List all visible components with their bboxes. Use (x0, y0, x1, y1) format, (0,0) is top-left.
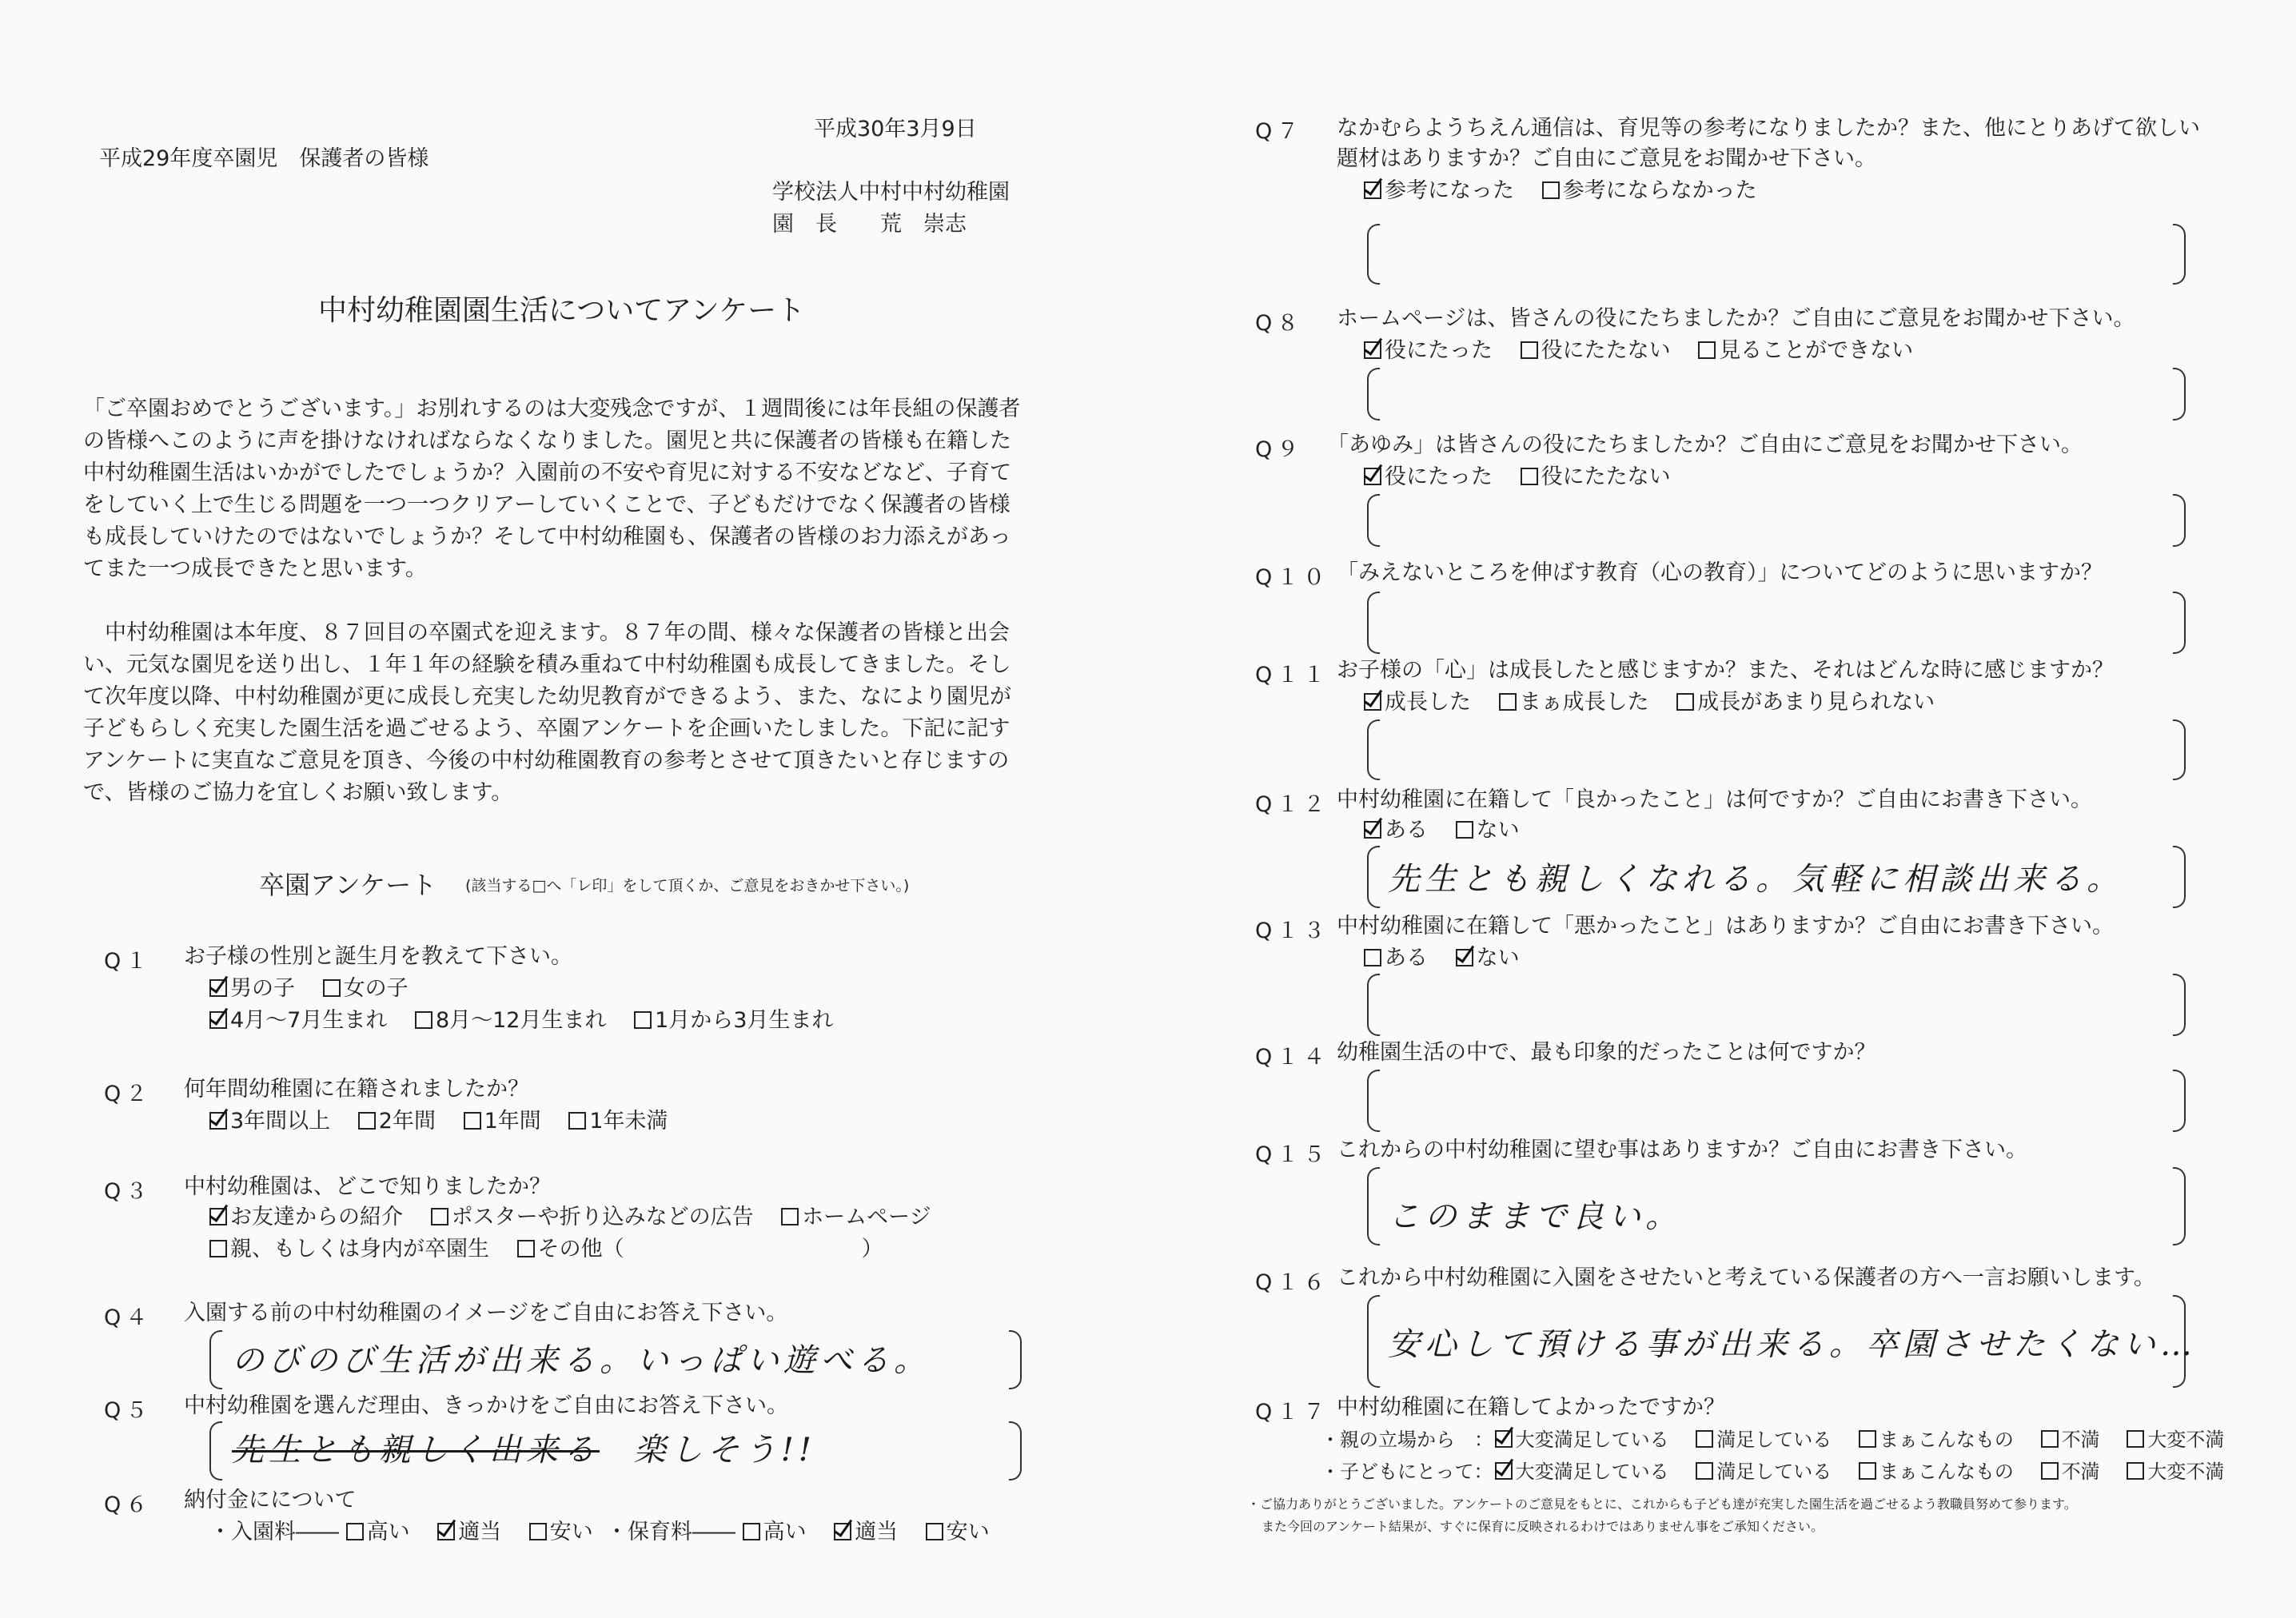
q17-parent-very-unsatisfied[interactable]: 大変不満 (2127, 1429, 2224, 1451)
q17-row-child (1321, 1460, 2245, 1484)
q6-entrance-fair[interactable]: 適当 (437, 1520, 501, 1544)
q1-text: お子様の性別と誕生月を教えて下さい。 (184, 944, 572, 969)
q13-option-no[interactable]: ない (1456, 946, 1520, 970)
q13-bracket-right (2173, 974, 2186, 1036)
q8-option-not-useful[interactable]: 役にたたない (1521, 338, 1671, 363)
footer-notice: また今回のアンケート結果が、すぐに保育に反映されるわけではありません事をご承知ください。 (1262, 1519, 1824, 1534)
checkbox-icon (323, 979, 341, 997)
checkbox-icon (2041, 1462, 2059, 1480)
q15-bracket-right (2173, 1167, 2186, 1245)
q8-number: Q８ (1255, 311, 1304, 336)
checkbox-checked-icon (1456, 949, 1473, 966)
q7-bracket-right (2173, 224, 2186, 285)
q2-number: Q２ (104, 1082, 153, 1106)
checkbox-checked-icon (1495, 1462, 1513, 1480)
checkbox-checked-icon (1364, 341, 1381, 359)
q5-bracket-left (209, 1421, 222, 1481)
q6-text: 納付金にについて (184, 1488, 357, 1512)
q1-number: Q１ (104, 949, 153, 974)
q5-bracket-right (1009, 1421, 1022, 1481)
q13-number: Q１３ (1255, 919, 1330, 943)
q8-option-cannot-view[interactable]: 見ることができない (1698, 338, 1913, 363)
q12-option-no[interactable]: ない (1456, 818, 1520, 843)
q6-entrance-label: ・入園料―― (209, 1520, 339, 1544)
checkbox-icon (1499, 693, 1517, 711)
q11-text: お子様の「心」は成長したと感じますか？また、それはどんな時に感じますか？ (1337, 658, 2114, 683)
q3-options-b (209, 1236, 904, 1263)
q2-option-1y[interactable]: 1年間 (464, 1109, 541, 1134)
q15-text: これからの中村幼稚園に望む事はありますか？ご自由にお書き下さい。 (1337, 1138, 2027, 1162)
q6-tuition-fair[interactable]: 適当 (834, 1520, 898, 1544)
q3-option-poster[interactable]: ポスターや折り込みなどの広告 (431, 1205, 754, 1229)
q17-parent-very-satisfied[interactable]: 大変満足している (1495, 1429, 1669, 1451)
q13-options (1364, 945, 1541, 972)
q11-number: Q１１ (1255, 663, 1330, 687)
q14-bracket-right (2173, 1070, 2186, 1132)
checkbox-checked-icon (1364, 693, 1381, 711)
checkbox-icon (464, 1112, 481, 1130)
q14-bracket-left (1367, 1070, 1380, 1132)
q12-number: Q１２ (1255, 792, 1330, 817)
q6-tuition-label: ・保育料―― (606, 1520, 735, 1544)
q1-option-aug-dec[interactable]: 8月～12月生まれ (415, 1008, 607, 1033)
q3-text: 中村幼稚園は、どこで知りましたか？ (184, 1174, 551, 1199)
checkbox-icon (529, 1523, 547, 1540)
q3-option-other[interactable]: その他（ ） (517, 1237, 883, 1261)
q14-number: Q１４ (1255, 1045, 1330, 1070)
q17-text: 中村幼稚園に在籍してよかったですか？ (1337, 1395, 1725, 1420)
q3-option-friend[interactable]: お友達からの紹介 (209, 1205, 403, 1229)
checkbox-icon (2127, 1462, 2144, 1480)
checkbox-icon (743, 1523, 760, 1540)
checkbox-icon (1542, 181, 1560, 199)
q9-option-not-useful[interactable]: 役にたたない (1521, 464, 1671, 489)
q15-bracket-left (1367, 1167, 1380, 1245)
checkbox-icon (1364, 949, 1381, 966)
q4-answer[interactable]: のびのび生活が出来る。いっぱい遊べる。 (232, 1342, 931, 1379)
q1-option-jan-mar[interactable]: 1月から3月生まれ (634, 1008, 833, 1033)
q12-text: 中村幼稚園に在籍して「良かったこと」は何ですか？ご自由にお書き下さい。 (1337, 787, 2092, 812)
q7-options (1364, 177, 1778, 205)
checkbox-icon (1521, 341, 1538, 359)
q10-bracket-right (2173, 592, 2186, 654)
checkbox-icon (346, 1523, 364, 1540)
q1-option-girl[interactable]: 女の子 (323, 976, 409, 1001)
q8-option-useful[interactable]: 役にたった (1364, 338, 1493, 363)
q11-bracket-left (1367, 719, 1380, 780)
q13-text: 中村幼稚園に在籍して「悪かったこと」はありますか？ご自由にお書き下さい。 (1337, 914, 2114, 939)
q6-tuition-fee (606, 1519, 1010, 1546)
checkbox-icon (568, 1112, 586, 1130)
q8-text: ホームページは、皆さんの役にたちましたか？ご自由にご意見をお聞かせ下さい。 (1337, 306, 2135, 331)
checkbox-icon (1521, 468, 1538, 485)
q12-options (1364, 817, 1541, 844)
q11-option-somewhat[interactable]: まぁ成長した (1499, 690, 1649, 715)
footer-thanks: ・ご協力ありがとうございました。アンケートのご意見をもとに、これからも子ども達が充実した園生活を過ごせるよう教職員努めて参ります。 (1247, 1496, 2077, 1512)
q12-bracket-right (2173, 846, 2186, 908)
q16-bracket-left (1367, 1295, 1380, 1388)
checkbox-icon (431, 1208, 448, 1225)
q8-bracket-right (2173, 368, 2186, 420)
q4-bracket-left (209, 1330, 222, 1389)
checkbox-icon (926, 1523, 943, 1540)
checkbox-icon (415, 1011, 432, 1029)
q1-options-gender (209, 975, 429, 1002)
checkbox-icon (1859, 1462, 1876, 1480)
q7-option-not-useful[interactable]: 参考にならなかった (1542, 178, 1757, 203)
q11-option-little[interactable]: 成長があまり見られない (1676, 690, 1935, 715)
checkbox-icon (358, 1112, 376, 1130)
q4-text: 入園する前の中村幼稚園のイメージをご自由にお答え下さい。 (184, 1301, 788, 1325)
q8-bracket-left (1367, 368, 1380, 420)
checkbox-checked-icon (1364, 181, 1381, 199)
checkbox-checked-icon (1495, 1430, 1513, 1448)
q6-entrance-low[interactable]: 安い (529, 1520, 593, 1544)
q17-parent-unsatisfied[interactable]: 不満 (2041, 1429, 2100, 1451)
q6-tuition-low[interactable]: 安い (926, 1520, 990, 1544)
checkbox-icon (209, 1240, 227, 1257)
q12-answer[interactable]: 先生とも親しくなれる。気軽に相談出来る。 (1388, 861, 2123, 898)
q6-entrance-fee (209, 1519, 614, 1546)
q2-text: 何年間幼稚園に在籍されましたか？ (184, 1077, 529, 1102)
checkbox-checked-icon (209, 1112, 227, 1130)
q1-option-boy[interactable]: 男の子 (209, 976, 295, 1001)
q6-entrance-high[interactable]: 高い (346, 1520, 410, 1544)
q13-bracket-left (1367, 974, 1380, 1036)
checkbox-icon (634, 1011, 652, 1029)
q9-option-useful[interactable]: 役にたった (1364, 464, 1493, 489)
q16-text: これから中村幼稚園に入園をさせたいと考えている保護者の方へ一言お願いします。 (1337, 1265, 2155, 1290)
q1-option-apr-jul[interactable]: 4月～7月生まれ (209, 1008, 387, 1033)
q16-answer[interactable]: 安心して預ける事が出来る。卒園させたくない… (1388, 1326, 2197, 1363)
checkbox-checked-icon (1364, 821, 1381, 839)
q5-answer-text: 楽しそう!! (633, 1432, 816, 1469)
q2-options (209, 1108, 689, 1135)
checkbox-checked-icon (209, 1011, 227, 1029)
q11-options (1364, 689, 1955, 716)
q3-option-alumni[interactable]: 親、もしくは身内が卒園生 (209, 1237, 489, 1261)
q10-text: 「みえないところを伸ばす教育（心の教育）」についてどのように思いますか？ (1337, 560, 2103, 585)
q7-bracket-left (1367, 224, 1380, 285)
q15-answer[interactable]: このままで良い。 (1388, 1198, 1682, 1235)
checkbox-checked-icon (834, 1523, 851, 1540)
q2-option-3y[interactable]: 3年間以上 (209, 1109, 330, 1134)
checkbox-icon (1859, 1430, 1876, 1448)
q17-child-very-satisfied[interactable]: 大変満足している (1495, 1461, 1669, 1483)
survey-note: (該当する□へ「レ印」をして頂くか、ご意見をおきかせ下さい。) (465, 877, 910, 895)
checkbox-icon (1698, 341, 1716, 359)
q12-bracket-left (1367, 846, 1380, 908)
q9-bracket-left (1367, 494, 1380, 547)
checkbox-icon (1696, 1462, 1713, 1480)
document-date: 平成30年3月9日 (814, 117, 977, 141)
q1-options-month (209, 1007, 854, 1034)
q17-number: Q１７ (1255, 1400, 1330, 1425)
q8-options (1364, 337, 1934, 365)
principal-name: 園 長 荒 崇志 (772, 212, 967, 237)
q2-option-under1y[interactable]: 1年未満 (568, 1109, 668, 1134)
q2-option-2y[interactable]: 2年間 (358, 1109, 436, 1134)
q3-options-a (209, 1204, 952, 1231)
checkbox-checked-icon (1364, 468, 1381, 485)
checkbox-icon (1456, 821, 1473, 839)
q17-child-very-unsatisfied[interactable]: 大変不満 (2127, 1461, 2224, 1483)
intro-paragraph (83, 361, 1026, 841)
q17-parent-label: ・親の立場から ： (1321, 1429, 1493, 1451)
q5-text: 中村幼稚園を選んだ理由、きっかけをご自由にお答え下さい。 (184, 1393, 788, 1418)
q5-answer-struck: 先生とも親しく出来る (232, 1432, 600, 1469)
checkbox-icon (2041, 1430, 2059, 1448)
recipient-line: 平成29年度卒園児 保護者の皆様 (99, 146, 429, 171)
q17-child-unsatisfied[interactable]: 不満 (2041, 1461, 2100, 1483)
q7-text: なかむらようちえん通信は、育児等の参考になりましたか？また、他にとりあげて欲しい題材はありますか？ご自由にご意見をお聞かせ下さい。 (1337, 116, 2200, 171)
q9-options (1364, 464, 1692, 491)
q11-option-grew[interactable]: 成長した (1364, 690, 1471, 715)
q17-row-parent (1321, 1428, 2245, 1452)
q5-number: Q５ (104, 1398, 153, 1423)
q17-child-so-so[interactable]: まぁこんなもの (1859, 1461, 2014, 1483)
q13-option-yes[interactable]: ある (1364, 946, 1428, 970)
q9-text: 「あゆみ」は皆さんの役にたちましたか？ご自由にご意見をお聞かせ下さい。 (1327, 432, 2083, 457)
q17-child-label: ・子どもにとって： (1321, 1461, 1493, 1483)
page-title: 中村幼稚園園生活についてアンケート (318, 294, 806, 327)
q12-option-yes[interactable]: ある (1364, 818, 1428, 843)
checkbox-icon (2127, 1430, 2144, 1448)
checkbox-checked-icon (437, 1523, 455, 1540)
checkbox-checked-icon (209, 1208, 227, 1225)
q3-number: Q３ (104, 1179, 153, 1204)
q17-child-satisfied[interactable]: 満足している (1696, 1461, 1832, 1483)
q7-number: Q７ (1255, 119, 1304, 144)
intro-p2: 中村幼稚園は本年度、８７回目の卒園式を迎えます。８７年の間、様々な保護者の皆様と出会い、元気な園児を送り出し、１年１年の経験を積み重ねて中村幼稚園も成長してきました。そして次年度以降、中村幼稚園が更に成長し充実した幼児教育ができるよう、また、なにより園児が子どもらしく充実した園生活を過ごせるよう、卒園アンケートを企画いたしました。下記に記すアンケートに実直なご意見を頂き、今後の中村幼稚園教育の参考とさせて頂きたいと存じますので、皆様のご協力を宜しくお願い致します。 (83, 620, 1011, 805)
checkbox-icon (1696, 1430, 1713, 1448)
q5-answer[interactable] (232, 1425, 816, 1470)
checkbox-icon (517, 1240, 535, 1257)
q14-text: 幼稚園生活の中で、最も印象的だったことは何ですか？ (1337, 1040, 1876, 1065)
q11-bracket-right (2173, 719, 2186, 780)
q4-bracket-right (1009, 1330, 1022, 1389)
q15-number: Q１５ (1255, 1142, 1330, 1167)
q9-bracket-right (2173, 494, 2186, 547)
q9-number: Q９ (1255, 437, 1304, 462)
survey-heading: 卒園アンケート (259, 870, 437, 900)
q6-number: Q６ (104, 1492, 153, 1517)
q6-tuition-high[interactable]: 高い (743, 1520, 807, 1544)
q4-number: Q４ (104, 1305, 153, 1330)
intro-p1: 「ご卒園おめでとうございます。」お別れするのは大変残念ですが、１週間後には年長組の保護者の皆様へこのように声を掛けなければならなくなりました。園児と共に保護者の皆様も在籍した中村幼稚園生活はいかがでしたでしょうか？入園前の不安や育児に対する不安などなど、子育てをしていく上で生じる問題を一つ一つクリアーしていくことで、子どもだけでなく保護者の皆様も成長していけたのではないでしょうか？そして中村幼稚園も、保護者の皆様のお力添えがあってまた一つ成長できたと思います。 (83, 397, 1021, 581)
q10-number: Q１０ (1255, 565, 1330, 590)
checkbox-icon (1676, 693, 1694, 711)
q16-number: Q１６ (1255, 1270, 1330, 1295)
q10-bracket-left (1367, 592, 1380, 654)
checkbox-checked-icon (209, 979, 227, 997)
q7-option-useful[interactable]: 参考になった (1364, 178, 1514, 203)
school-name: 学校法人中村中村幼稚園 (772, 180, 1010, 205)
q17-parent-so-so[interactable]: まぁこんなもの (1859, 1429, 2014, 1451)
q3-option-homepage[interactable]: ホームページ (781, 1205, 931, 1229)
q17-parent-satisfied[interactable]: 満足している (1696, 1429, 1832, 1451)
checkbox-icon (781, 1208, 799, 1225)
